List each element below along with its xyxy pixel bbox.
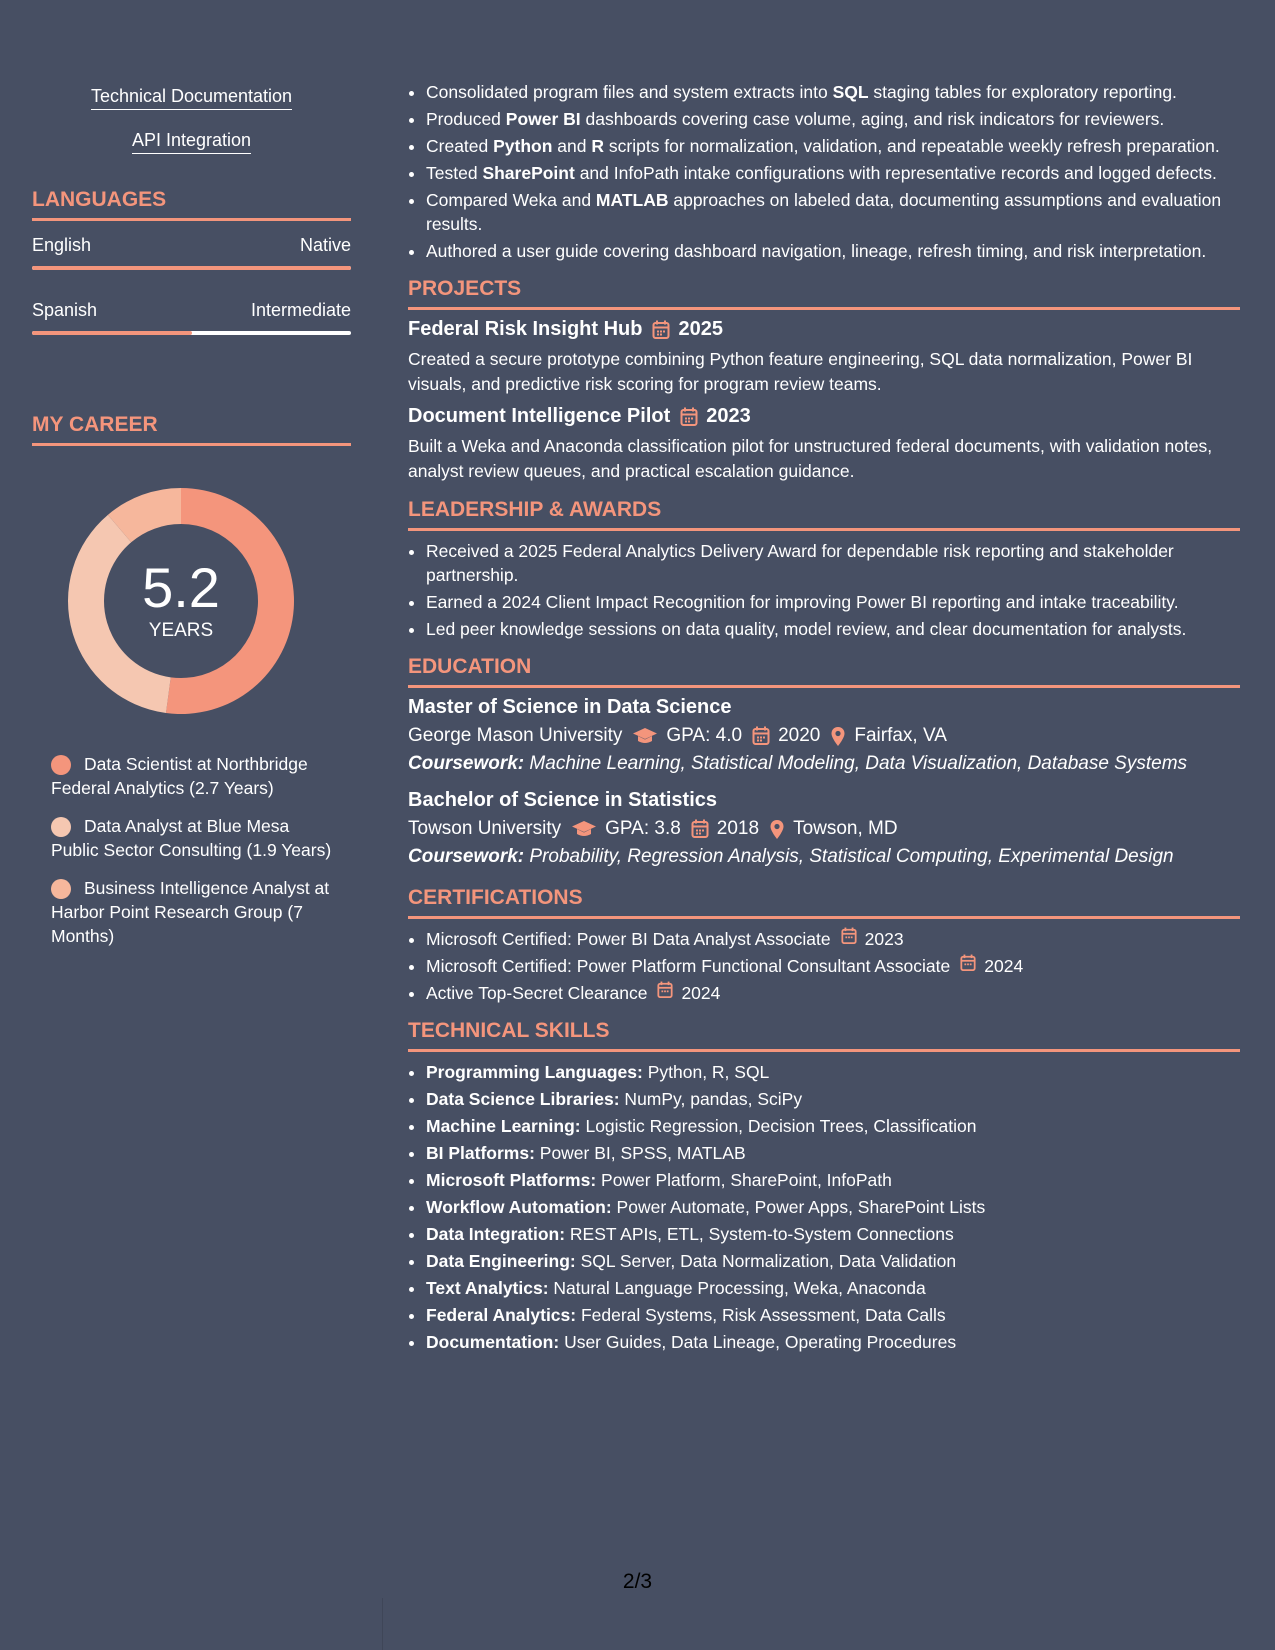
column-divider — [382, 1598, 383, 1650]
skill-link-technical-documentation[interactable] — [32, 86, 351, 110]
skill-category: Federal Analytics: — [426, 1305, 577, 1325]
skill-item — [426, 1087, 1240, 1111]
experience-bullets — [408, 80, 1240, 263]
language-proficiency-fill — [32, 266, 351, 270]
coursework-list: Probability, Regression Analysis, Statistical Computing, Experimental Design — [529, 846, 1174, 867]
certification-item — [426, 954, 1240, 978]
skill-link-label: API Integration — [132, 130, 251, 154]
main-column — [408, 80, 1240, 1357]
certification-name: Microsoft Certified: Power BI Data Analyst Associate — [426, 929, 831, 949]
skill-item — [426, 1195, 1240, 1219]
experience-bullet — [426, 134, 1240, 158]
bullet-text: Authored a user guide covering dashboard navigation, lineage, refresh timing, and risk interpretation. — [426, 241, 1207, 261]
leadership-item: • Earned a 2024 Client Impact Recognition for improving Power BI reporting and intake traceability. — [426, 590, 1240, 614]
certification-year: 2024 — [984, 956, 1024, 976]
career-legend-label: Business Intelligence Analyst at Harbor Point Research Group (7 Months) — [51, 878, 330, 946]
career-legend-item — [51, 752, 341, 800]
skill-values: SQL Server, Data Normalization, Data Validation — [575, 1251, 957, 1271]
education-coursework — [408, 753, 1240, 775]
coursework-label: Coursework: — [408, 846, 525, 867]
highlighted-skill: SharePoint — [482, 163, 575, 183]
skill-category: BI Platforms: — [426, 1143, 535, 1163]
bullet-text: approaches on labeled data, documenting assumptions and evaluation results. — [426, 190, 1222, 234]
calendar-icon — [680, 407, 698, 427]
skill-category: Data Science Libraries: — [426, 1089, 620, 1109]
page-number: 2/3 — [622, 1570, 653, 1593]
bullet-text: scripts for normalization, validation, and repeatable weekly refresh preparation. — [604, 136, 1220, 156]
skill-link-api-integration[interactable] — [32, 130, 351, 154]
education-degree: Master of Science in Data Science — [408, 696, 732, 718]
calendar-icon — [752, 726, 770, 746]
bullet-text: Created — [426, 136, 494, 156]
certification-year: 2023 — [864, 929, 904, 949]
skill-category: Text Analytics: — [426, 1278, 549, 1298]
leadership-list — [408, 539, 1240, 641]
skill-values: Power Platform, SharePoint, InfoPath — [596, 1170, 892, 1190]
project-year: 2023 — [706, 405, 751, 427]
education-coursework — [408, 846, 1240, 868]
coursework-label: Coursework: — [408, 753, 525, 774]
skill-category: Workflow Automation: — [426, 1197, 612, 1217]
graduation-cap-icon — [571, 820, 597, 838]
skill-category: Programming Languages: — [426, 1062, 643, 1082]
leadership-item: • Received a 2025 Federal Analytics Delivery Award for dependable risk reporting and stakeholder partnership. — [426, 539, 1240, 587]
education-location: Fairfax, VA — [854, 725, 947, 746]
career-legend-item — [51, 814, 341, 862]
calendar-icon — [691, 819, 709, 839]
certification-item — [426, 981, 1240, 1005]
education-year: 2020 — [778, 725, 821, 746]
language-level: Intermediate — [250, 300, 351, 320]
certifications-heading: CERTIFICATIONS — [408, 886, 1240, 919]
languages-heading: LANGUAGES — [32, 188, 351, 221]
highlighted-skill: SQL — [832, 82, 869, 102]
skill-item — [426, 1114, 1240, 1138]
skills-list — [408, 1060, 1240, 1354]
bullet-text: Produced — [426, 109, 506, 129]
education-heading: EDUCATION — [408, 655, 1240, 688]
certification-name: Microsoft Certified: Power Platform Functional Consultant Associate — [426, 956, 951, 976]
bullet-text: Consolidated program files and system extracts into — [426, 82, 833, 102]
experience-bullet — [426, 80, 1240, 104]
language-spanish — [32, 300, 351, 335]
certification-name: Active Top-Secret Clearance — [426, 983, 648, 1003]
certification-item — [426, 927, 1240, 951]
sidebar — [32, 86, 351, 962]
skill-category: Machine Learning: — [426, 1116, 581, 1136]
bullet-text: Compared Weka and — [426, 190, 596, 210]
skill-values: REST APIs, ETL, System-to-System Connections — [565, 1224, 954, 1244]
skill-values: NumPy, pandas, SciPy — [619, 1089, 803, 1109]
skill-item — [426, 1222, 1240, 1246]
career-total-years: 5.2 — [142, 556, 220, 619]
highlighted-skill: Power BI — [505, 109, 581, 129]
skill-values: Logistic Regression, Decision Trees, Classification — [580, 1116, 977, 1136]
skills-heading: TECHNICAL SKILLS — [408, 1019, 1240, 1052]
skill-item — [426, 1276, 1240, 1300]
education-gpa: GPA: 4.0 — [666, 725, 743, 746]
skill-category: Documentation: — [426, 1332, 560, 1352]
skill-link-label: Technical Documentation — [91, 86, 292, 110]
skill-category: Data Engineering: — [426, 1251, 576, 1271]
career-legend-dot — [51, 755, 71, 775]
bullet-text: and InfoPath intake configurations with representative records and logged defects. — [574, 163, 1217, 183]
skill-values: User Guides, Data Lineage, Operating Procedures — [559, 1332, 957, 1352]
education-item — [408, 789, 1240, 868]
skill-item — [426, 1141, 1240, 1165]
calendar-icon — [652, 320, 670, 340]
career-legend-label: Data Analyst at Blue Mesa Public Sector Consulting (1.9 Years) — [51, 816, 332, 860]
skill-values: Python, R, SQL — [642, 1062, 770, 1082]
skill-values: Power Automate, Power Apps, SharePoint Lists — [611, 1197, 986, 1217]
career-legend — [32, 752, 351, 948]
leadership-heading: LEADERSHIP & AWARDS — [408, 498, 1240, 531]
skill-item — [426, 1330, 1240, 1354]
language-level: Native — [299, 235, 351, 255]
highlighted-skill: MATLAB — [595, 190, 669, 210]
project-title: Document Intelligence Pilot — [408, 405, 671, 427]
certification-year: 2024 — [681, 983, 721, 1003]
education-school: George Mason University — [408, 725, 623, 746]
skill-item — [426, 1303, 1240, 1327]
bullet-text: and — [552, 136, 592, 156]
calendar-icon — [841, 927, 857, 945]
language-english — [32, 235, 351, 270]
graduation-cap-icon — [632, 727, 658, 745]
education-gpa: GPA: 3.8 — [605, 818, 681, 839]
education-year: 2018 — [716, 818, 760, 839]
education-location: Towson, MD — [793, 818, 898, 839]
education-degree: Bachelor of Science in Statistics — [408, 789, 717, 811]
career-total-unit: YEARS — [148, 620, 214, 641]
skill-item — [426, 1060, 1240, 1084]
project-year: 2025 — [678, 318, 723, 340]
project-description: Built a Weka and Anaconda classification pilot for unstructured federal documents, with validation notes, analyst review queues, and practical escalation guidance. — [408, 436, 1213, 481]
experience-bullet — [426, 161, 1240, 185]
skill-category: Data Integration: — [426, 1224, 566, 1244]
career-legend-item — [51, 876, 341, 948]
leadership-item: • Led peer knowledge sessions on data quality, model review, and clear documentation for analysts. — [426, 617, 1240, 641]
career-legend-dot — [51, 817, 71, 837]
location-pin-icon — [769, 819, 785, 840]
skill-item — [426, 1168, 1240, 1192]
projects-heading: PROJECTS — [408, 277, 1240, 310]
coursework-list: Machine Learning, Statistical Modeling, Data Visualization, Database Systems — [529, 753, 1188, 774]
project-title: Federal Risk Insight Hub — [408, 318, 643, 340]
calendar-icon — [657, 981, 673, 999]
career-legend-label: Data Scientist at Northbridge Federal Analytics (2.7 Years) — [51, 754, 308, 798]
project-item — [408, 318, 1240, 397]
language-proficiency-bar — [32, 331, 351, 335]
career-donut-chart — [66, 486, 296, 716]
experience-bullet — [426, 107, 1240, 131]
skill-values: Natural Language Processing, Weka, Anaconda — [548, 1278, 926, 1298]
language-proficiency-fill — [32, 331, 192, 335]
bullet-text: staging tables for exploratory reporting. — [868, 82, 1177, 102]
bullet-text: dashboards covering case volume, aging, and risk indicators for reviewers. — [580, 109, 1165, 129]
experience-bullet — [426, 188, 1240, 236]
language-name: English — [32, 235, 92, 255]
skill-item — [426, 1249, 1240, 1273]
career-legend-dot — [51, 879, 71, 899]
project-item — [408, 405, 1240, 484]
location-pin-icon — [830, 726, 846, 747]
language-name: Spanish — [32, 300, 98, 320]
calendar-icon — [960, 954, 976, 972]
bullet-text: Tested — [426, 163, 483, 183]
education-school: Towson University — [408, 818, 562, 839]
skill-values: Power BI, SPSS, MATLAB — [534, 1143, 746, 1163]
skill-values: Federal Systems, Risk Assessment, Data Calls — [576, 1305, 946, 1325]
language-proficiency-bar — [32, 266, 351, 270]
project-description: Created a secure prototype combining Python feature engineering, SQL data normalization, Power BI visuals, and predictive risk scoring for program review teams. — [408, 349, 1193, 394]
highlighted-skill: Python — [493, 136, 553, 156]
experience-bullet — [426, 239, 1240, 263]
certifications-list — [408, 927, 1240, 1005]
education-item — [408, 696, 1240, 775]
skill-category: Microsoft Platforms: — [426, 1170, 597, 1190]
highlighted-skill: R — [591, 136, 605, 156]
career-heading: MY CAREER — [32, 413, 351, 446]
